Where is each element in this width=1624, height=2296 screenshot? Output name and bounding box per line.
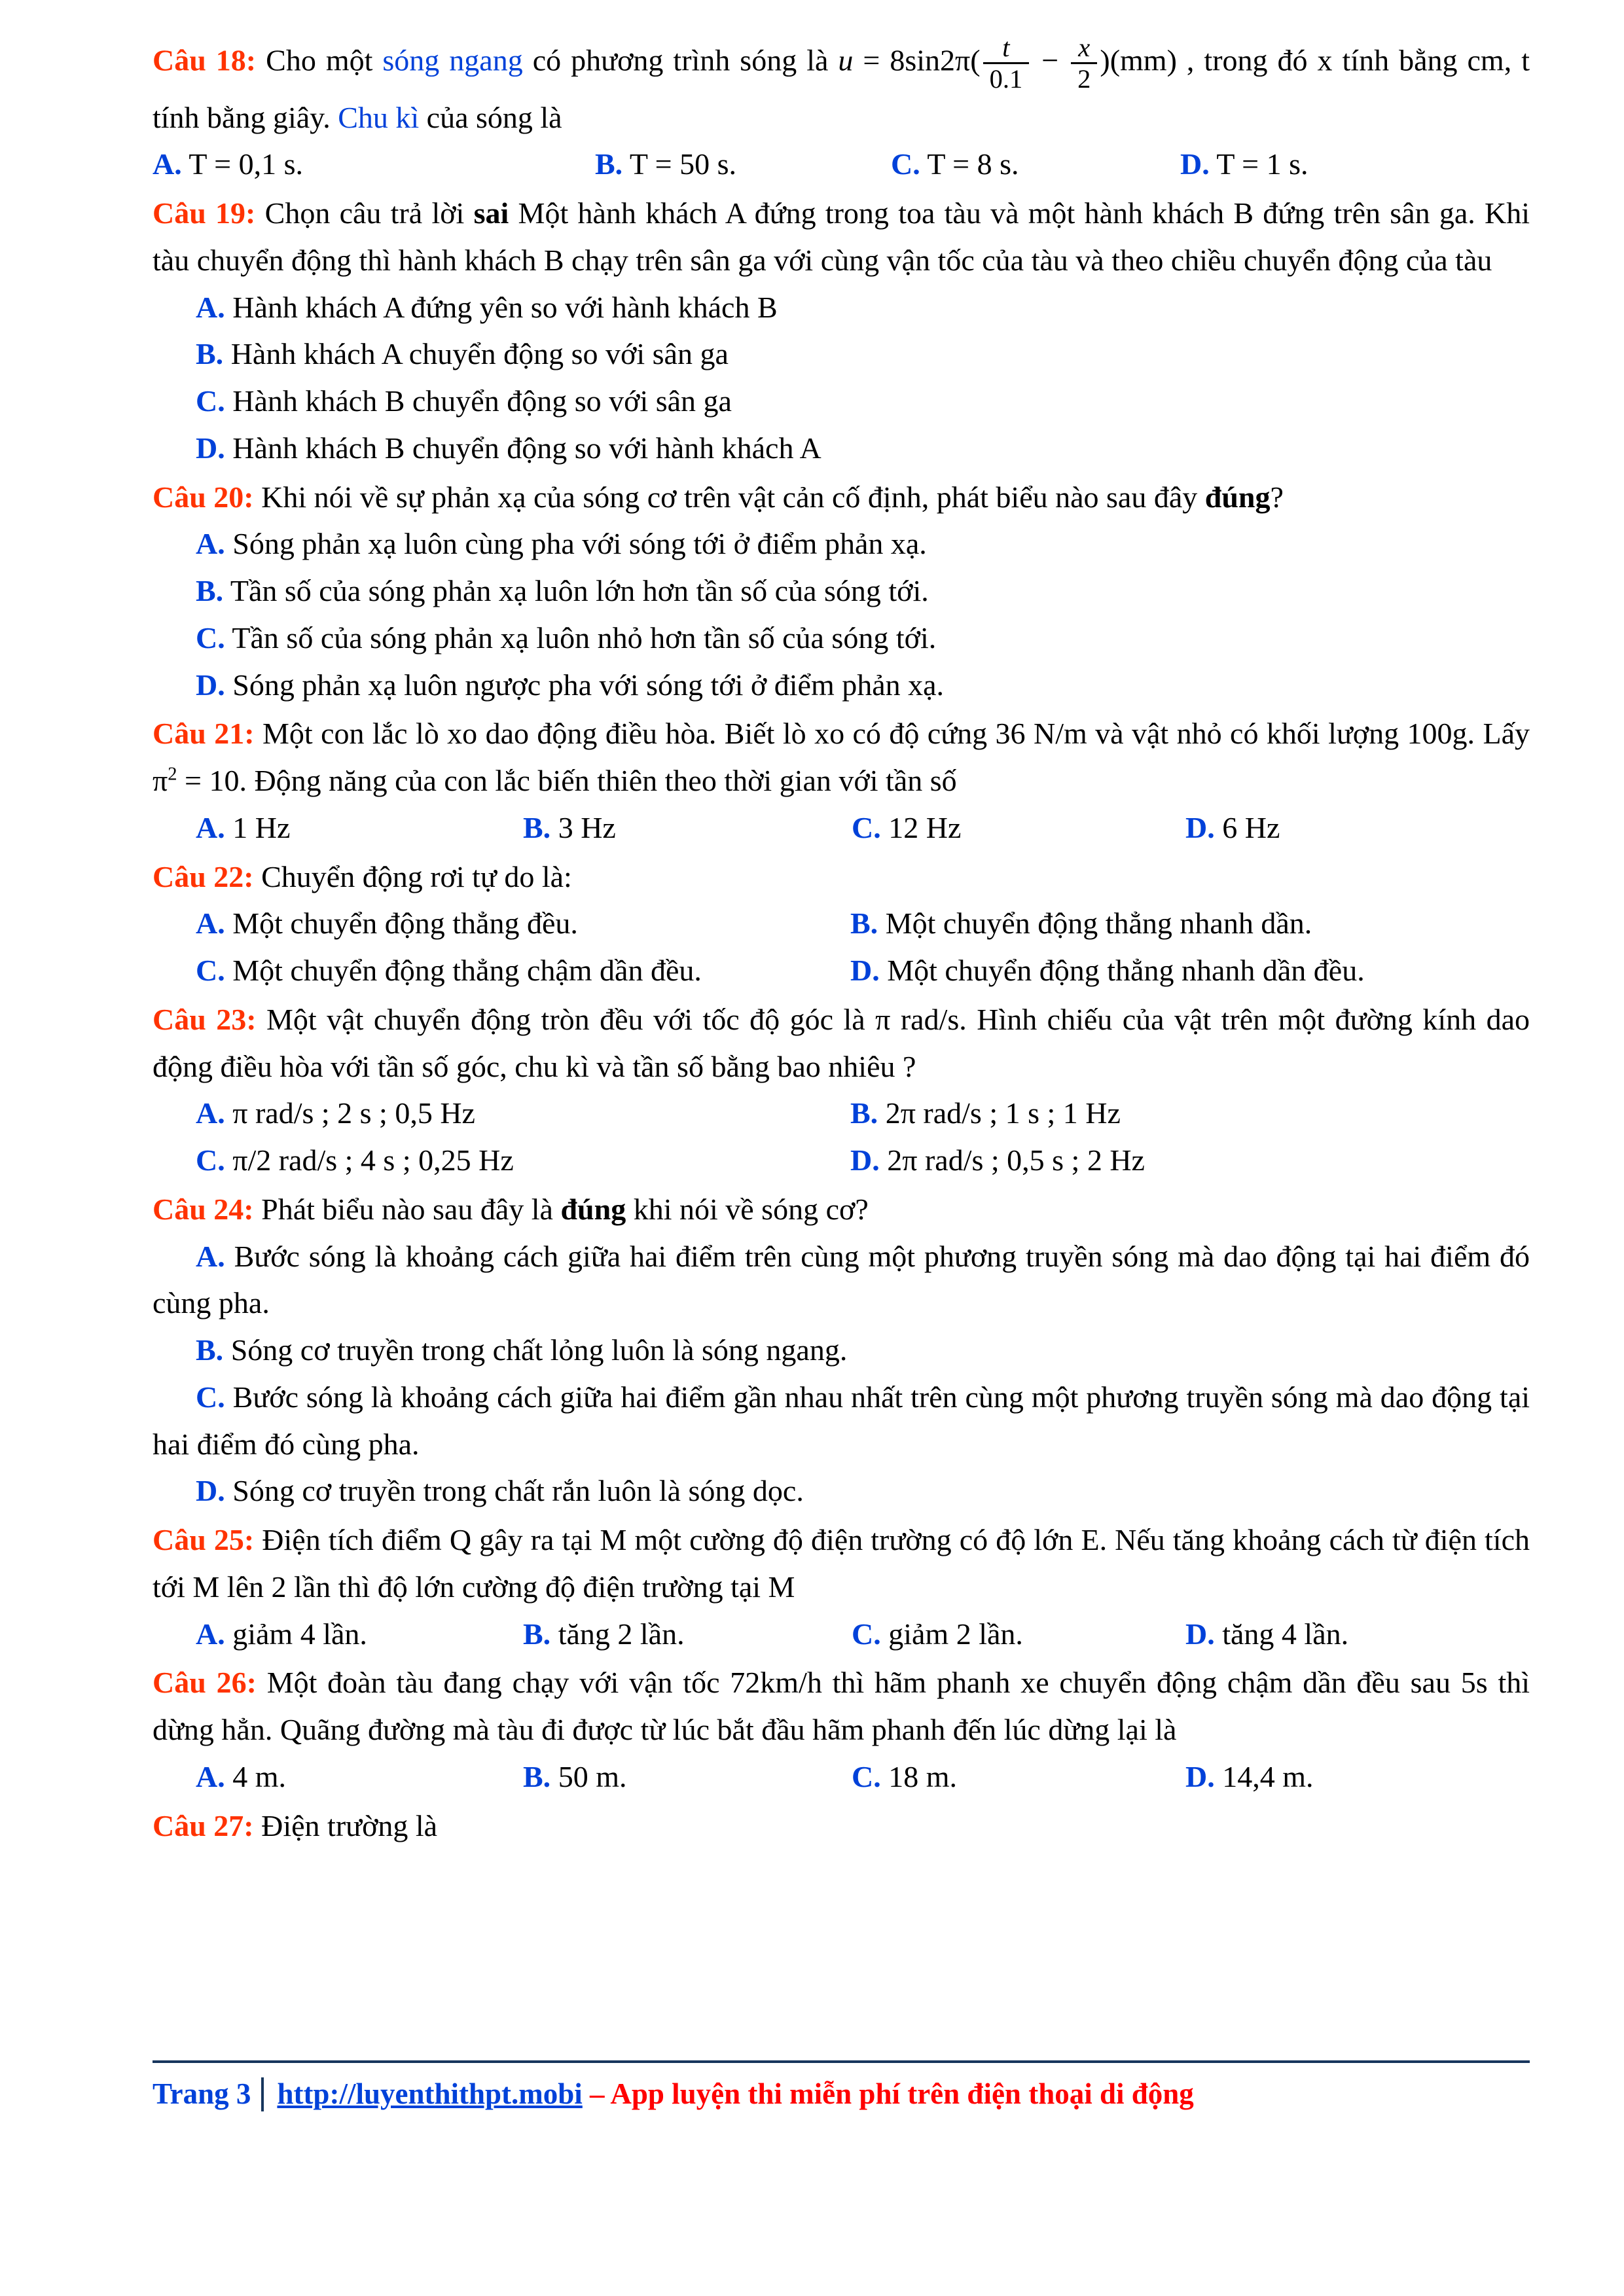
option [196, 947, 850, 994]
question-intro [153, 1659, 1530, 1753]
option-text: Một chuyển động thẳng chậm dần đều. [232, 954, 702, 988]
question-label: Câu 18: [153, 43, 257, 77]
page-footer [153, 2060, 1530, 2117]
option [153, 1327, 1530, 1374]
question [153, 1516, 1530, 1657]
option-letter: B. [196, 337, 224, 371]
text-run: của sóng là [419, 100, 562, 134]
question-intro [153, 710, 1530, 804]
option [852, 1611, 1185, 1658]
question [153, 474, 1530, 709]
option [153, 331, 1530, 378]
option-text: Sóng cơ truyền trong chất rắn luôn là sóng dọc. [232, 1474, 804, 1508]
text-run: Một hành khách A đứng trong toa tàu và một hành khách B đứng trên sân ga. Khi tàu chuyển động thì hành khách B chạy trên sân ga với cùng vận tốc của tàu và theo chiều chuyển động của tàu [153, 196, 1530, 277]
footer-link[interactable]: http://luyenthithpt.mobi [277, 2077, 583, 2110]
option [595, 141, 891, 188]
option-letter: C. [196, 1143, 225, 1177]
text-run: đúng [560, 1192, 626, 1226]
text-run: Điện trường là [253, 1808, 438, 1842]
text-run: = 10. Động năng của con lắc biến thiên theo thời gian với tần số [177, 764, 957, 798]
option-text: Tần số của sóng phản xạ luôn nhỏ hơn tần số của sóng tới. [232, 620, 937, 655]
option-text: T = 1 s. [1216, 147, 1308, 181]
question [153, 1803, 1530, 1850]
text-run: 2 [168, 764, 177, 785]
option [523, 1611, 852, 1658]
option-text: Sóng cơ truyền trong chất lỏng luôn là sóng ngang. [230, 1333, 848, 1367]
option-text: Một chuyển động thẳng nhanh dần. [885, 906, 1312, 941]
question-intro [153, 996, 1530, 1090]
option-text: T = 8 s. [927, 147, 1019, 181]
option-letter: B. [196, 574, 224, 608]
footer-tagline: App luyện thi miễn phí trên điện thoại di động [610, 2077, 1194, 2110]
option-letter: D. [196, 431, 225, 465]
option [891, 141, 1180, 188]
option-letter: A. [196, 810, 225, 844]
option [1185, 1753, 1530, 1801]
option-text: Tần số của sóng phản xạ luôn lớn hơn tần số của sóng tới. [230, 574, 929, 608]
inline-link[interactable]: sóng ngang [382, 43, 523, 77]
footer-dash: – [582, 2077, 611, 2110]
option [852, 1753, 1185, 1801]
option-letter: A. [196, 1759, 225, 1793]
option-text: Bước sóng là khoảng cách giữa hai điểm trên cùng một phương truyền sóng mà dao động tại hai điểm đó cùng pha. [153, 1239, 1530, 1320]
question-label: Câu 25: [153, 1523, 255, 1557]
question-intro [153, 190, 1530, 284]
question [153, 33, 1530, 188]
option-letter: C. [852, 1617, 881, 1651]
question-intro [153, 33, 1530, 141]
option-text: T = 0,1 s. [189, 147, 304, 181]
option-text: giảm 2 lần. [888, 1617, 1023, 1651]
option [153, 284, 1530, 331]
question-intro [153, 1516, 1530, 1611]
option-text: Bước sóng là khoảng cách giữa hai điểm gần nhau nhất trên cùng một phương truyền sóng mà dao động tại hai điểm đó cùng pha. [153, 1380, 1530, 1461]
options-row [153, 1090, 1530, 1184]
option-text: 4 m. [232, 1759, 287, 1793]
option-letter: B. [523, 1617, 551, 1651]
option [153, 378, 1530, 425]
question-label: Câu 20: [153, 480, 254, 514]
option-text: T = 50 s. [629, 147, 736, 181]
option-text: 2π rad/s ; 0,5 s ; 2 Hz [887, 1143, 1145, 1177]
options-row [153, 1611, 1530, 1658]
text-run: Một đoàn tàu đang chạy với vận tốc 72km/h thì hãm phanh xe chuyển động chậm dần đều sau 5s thì dừng hẳn. Quãng đường mà tàu đi được từ lúc bắt đầu hãm phanh đến lúc dừng lại là [153, 1666, 1530, 1747]
text-run: = 8sin2π( [853, 43, 981, 77]
options-row [153, 1753, 1530, 1801]
option-text: Hành khách B chuyển động so với hành khách A [232, 431, 821, 465]
option [850, 1090, 1530, 1137]
text-run: Chọn câu trả lời [255, 196, 474, 230]
option [196, 1753, 523, 1801]
text-run: Điện tích điểm Q gây ra tại M một cường độ điện trường có độ lớn E. Nếu tăng khoảng cách từ điện tích tới M lên 2 lần thì độ lớn cường độ điện trường tại M [153, 1523, 1530, 1604]
option-text: Hành khách A đứng yên so với hành khách B [232, 290, 778, 324]
option-letter: B. [595, 147, 623, 181]
text-run: u [838, 43, 854, 77]
option-letter: A. [153, 147, 182, 181]
option-letter: D. [196, 668, 225, 702]
question-label: Câu 27: [153, 1808, 254, 1842]
question-intro [153, 474, 1530, 521]
question-label: Câu 21: [153, 717, 255, 751]
question-label: Câu 22: [153, 859, 254, 893]
option-text: Sóng phản xạ luôn cùng pha với sóng tới ở điểm phản xạ. [232, 527, 927, 561]
text-run: khi nói về sóng cơ? [626, 1192, 869, 1226]
text-run: sai [473, 196, 509, 230]
fraction-denominator: 2 [1077, 64, 1091, 94]
text-run: )(mm) , trong đó x tính bằng cm, t tính bằng giây. [153, 43, 1530, 134]
text-run: Chuyển động rơi tự do là: [253, 859, 572, 893]
question-intro [153, 1803, 1530, 1850]
question-list [153, 33, 1530, 1851]
option [196, 804, 523, 852]
option [153, 567, 1530, 615]
option [153, 662, 1530, 709]
option-text: Hành khách A chuyển động so với sân ga [230, 337, 729, 371]
option-text: 3 Hz [558, 810, 616, 844]
option-letter: C. [852, 1759, 881, 1793]
question [153, 190, 1530, 472]
fraction [1068, 33, 1100, 94]
option-letter: A. [196, 290, 225, 324]
option [153, 141, 595, 188]
option-text: 1 Hz [232, 810, 291, 844]
option-text: π/2 rad/s ; 4 s ; 0,25 Hz [232, 1143, 514, 1177]
option [153, 425, 1530, 472]
option-text: tăng 2 lần. [558, 1617, 685, 1651]
option-text: 18 m. [888, 1759, 958, 1793]
option [850, 1137, 1530, 1184]
text-run: có phương trình sóng là [522, 43, 839, 77]
option-letter: D. [1185, 1617, 1215, 1651]
option-text: π rad/s ; 2 s ; 0,5 Hz [232, 1096, 475, 1130]
text-run: Một con lắc lò xo dao động điều hòa. Biết lò xo có độ cứng 36 N/m và vật nhỏ có khối lượng 100g. Lấy π [153, 717, 1530, 798]
option-text: giảm 4 lần. [232, 1617, 367, 1651]
question [153, 710, 1530, 851]
option [1180, 141, 1530, 188]
text-run: ? [1270, 480, 1284, 514]
option [196, 1090, 850, 1137]
option-letter: B. [850, 906, 878, 941]
question [153, 1186, 1530, 1515]
text-run: − [1032, 43, 1069, 77]
option-text: 6 Hz [1222, 810, 1280, 844]
option-letter: D. [850, 1143, 880, 1177]
fraction-numerator: x [1071, 33, 1097, 64]
options-row [153, 900, 1530, 994]
option-letter: C. [196, 620, 225, 655]
option-letter: B. [196, 1333, 224, 1367]
option [153, 1233, 1530, 1327]
option [852, 804, 1185, 852]
option [153, 1467, 1530, 1515]
options-row [153, 141, 1530, 188]
option-letter: B. [523, 810, 551, 844]
option [196, 1611, 523, 1658]
option [153, 1374, 1530, 1468]
option-text: Sóng phản xạ luôn ngược pha với sóng tới ở điểm phản xạ. [232, 668, 945, 702]
option-text: Hành khách B chuyển động so với sân ga [232, 384, 732, 418]
option-text: Một chuyển động thẳng nhanh dần đều. [887, 954, 1365, 988]
option [1185, 1611, 1530, 1658]
option [850, 900, 1530, 947]
option [196, 900, 850, 947]
option-letter: C. [196, 954, 225, 988]
option-letter: C. [196, 384, 225, 418]
option-letter: C. [196, 1380, 225, 1414]
option-letter: C. [891, 147, 920, 181]
footer-divider [261, 2077, 264, 2111]
question-intro [153, 853, 1530, 901]
option-text: 14,4 m. [1222, 1759, 1314, 1793]
option [523, 1753, 852, 1801]
option-text: 50 m. [558, 1759, 627, 1793]
option-letter: A. [196, 1239, 225, 1273]
option-letter: A. [196, 1096, 225, 1130]
question-intro [153, 1186, 1530, 1233]
question [153, 853, 1530, 994]
text-run: Khi nói về sự phản xạ của sóng cơ trên vật cản cố định, phát biểu nào sau đây [253, 480, 1205, 514]
option-letter: A. [196, 527, 225, 561]
option-text: Một chuyển động thẳng đều. [232, 906, 578, 941]
option [153, 520, 1530, 567]
fraction-numerator: t [983, 33, 1030, 64]
option-letter: D. [1185, 810, 1215, 844]
option-letter: D. [196, 1474, 225, 1508]
option-letter: D. [1180, 147, 1210, 181]
text-run: Một vật chuyển động tròn đều với tốc độ góc là π rad/s. Hình chiếu của vật trên một đường kính dao động điều hòa với tần số góc, chu kì và tần số bằng bao nhiêu ? [153, 1002, 1530, 1083]
option-letter: C. [852, 810, 881, 844]
question [153, 996, 1530, 1184]
page-number: Trang 3 [153, 2077, 251, 2110]
fraction [981, 33, 1032, 94]
text-run: Phát biểu nào sau đây là [253, 1192, 561, 1226]
option-text: 2π rad/s ; 1 s ; 1 Hz [885, 1096, 1121, 1130]
option [850, 947, 1530, 994]
option [1185, 804, 1530, 852]
text-run: đúng [1204, 480, 1271, 514]
option-text: tăng 4 lần. [1222, 1617, 1349, 1651]
option-letter: A. [196, 906, 225, 941]
option-letter: B. [523, 1759, 551, 1793]
question [153, 1659, 1530, 1800]
question-label: Câu 19: [153, 196, 256, 230]
option [523, 804, 852, 852]
inline-link[interactable]: Chu kì [338, 100, 420, 134]
question-label: Câu 24: [153, 1192, 254, 1226]
fraction-denominator: 0.1 [989, 64, 1023, 94]
options-row [153, 804, 1530, 852]
option-letter: A. [196, 1617, 225, 1651]
question-label: Câu 23: [153, 1002, 257, 1036]
text-run: Cho một [256, 43, 383, 77]
option-text: 12 Hz [888, 810, 962, 844]
question-label: Câu 26: [153, 1666, 257, 1700]
option-letter: D. [850, 954, 880, 988]
option [196, 1137, 850, 1184]
option-letter: B. [850, 1096, 878, 1130]
option-letter: D. [1185, 1759, 1215, 1793]
option [153, 615, 1530, 662]
